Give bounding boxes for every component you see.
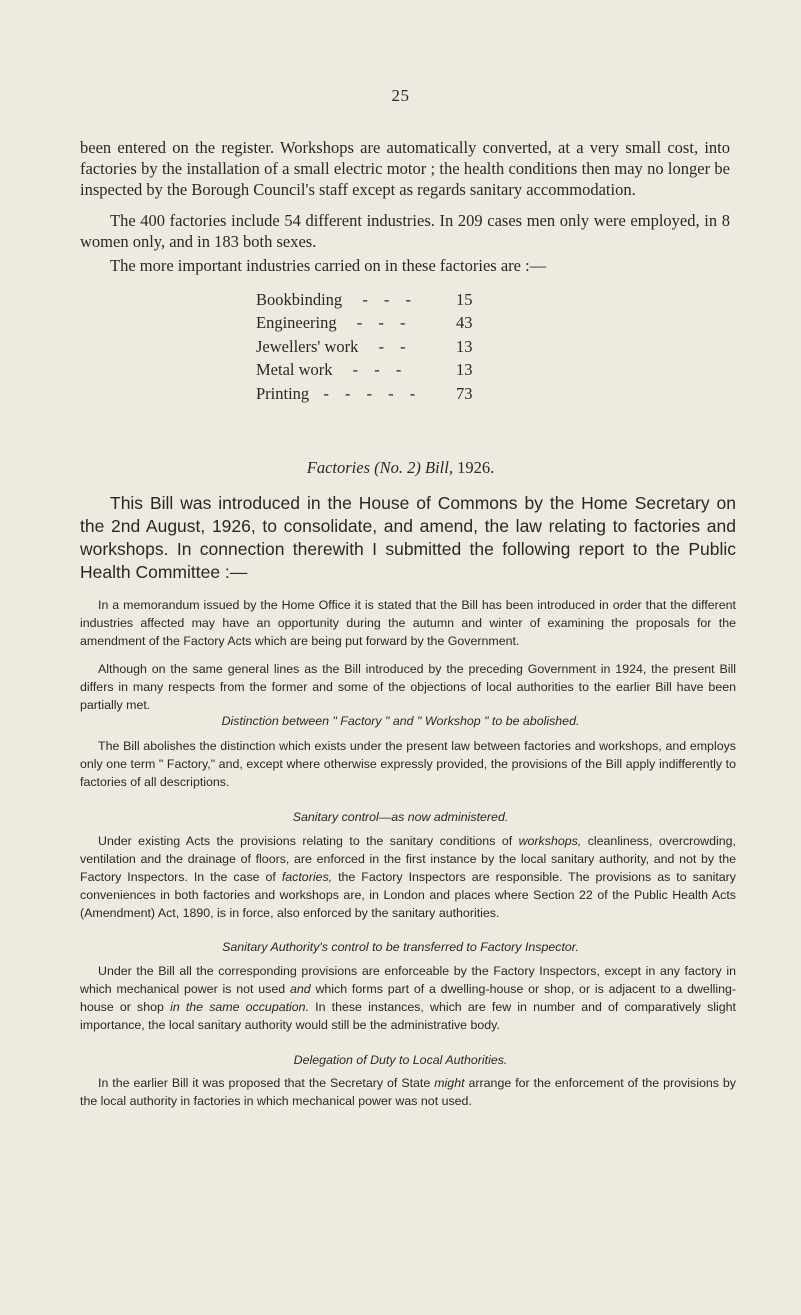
industry-count: 73 — [456, 383, 473, 403]
industry-row — [256, 335, 516, 359]
report-heading-authority-transfer: Sanitary Authority's control to be transferred to Factory Inspector. — [222, 940, 579, 954]
paragraph-bill-intro: This Bill was introduced in the House of Commons by the Home Secretary on the 2nd August, 1926, to consolidate, and amend, the law relating to factories and workshops. In connection therewith I submitted the following report to the Public Health Committee :— — [80, 493, 736, 582]
report-paragraph-memorandum: In a memorandum issued by the Home Office it is stated that the Bill has been introduced in order that the different industries affected may have an opportunity during the autumn and winter of examining the proposals for the amendment of the Factory Acts which are being put forward by the Government. — [80, 598, 736, 648]
industry-row — [256, 359, 516, 383]
page-number: 25 — [391, 86, 410, 105]
industry-count: 13 — [456, 336, 473, 356]
paragraph-industries-count: The 400 factories include 54 different industries. In 209 cases men only were employed, in 8 women only, and in 183 both sexes. — [80, 211, 730, 251]
industry-row — [256, 382, 516, 406]
paragraph-register: been entered on the register. Workshops are automatically converted, at a very small cost, into factories by the installation of a small electric motor ; the health conditions then may no longer be inspected by the Borough Council's staff except as regards sanitary accommodation. — [80, 138, 730, 199]
industry-count: 15 — [456, 289, 473, 309]
report-paragraph-authority-transfer: Under the Bill all the corresponding provisions are enforceable by the Factory Inspectors, except in any factory in which mechanical power is not used and which forms part of a dwelling-house or shop, or is adjacent to a dwelling-house or shop in the same occupation. In these instances, which are few in number and of comparatively slight importance, the local sanitary authority would still be the administrative body. — [80, 964, 737, 1032]
section-title-factories-bill: Factories (No. 2) Bill, 1926. — [306, 458, 495, 477]
industry-count: 13 — [456, 360, 473, 380]
report-paragraph-delegation: In the earlier Bill it was proposed that the Secretary of State might arrange for the enforcement of the provisions by the local authority in factories in which mechanical power was not used. — [80, 1076, 736, 1108]
industry-name: Jewellers' work - - — [256, 336, 412, 356]
report-heading-sanitary-control: Sanitary control—as now administered. — [292, 810, 509, 824]
report-heading-distinction: Distinction between " Factory " and " Workshop " to be abolished. — [221, 714, 580, 728]
report-paragraph-sanitary-control: Under existing Acts the provisions relating to the sanitary conditions of workshops, cleanliness, overcrowding, ventilation and the drainage of floors, are enforced in the first instance by the local sanitary authority, and not by the Factory Inspectors. In the case of factories, the Factory Inspectors are responsible. The provisions as to sanitary conveniences in both factories and workshops are, in London and places where Section 22 of the Public Health Acts (Amendment) Act, 1890, is in force, also enforced by the sanitary authorities. — [80, 834, 736, 920]
industry-name: Printing - - - - - — [256, 383, 422, 403]
report-paragraph-differences: Although on the same general lines as the Bill introduced by the preceding Government in 1924, the present Bill differs in many respects from the former and some of the objections of local authorities to the earlier Bill have been partially met. — [80, 662, 736, 712]
industry-row — [256, 288, 516, 312]
industries-table — [256, 288, 516, 406]
industry-name: Metal work - - - — [256, 360, 408, 380]
paragraph-industries-intro: The more important industries carried on in these factories are :— — [110, 256, 547, 275]
report-paragraph-distinction: The Bill abolishes the distinction which exists under the present law between factories and workshops, and employs only one term " Factory," and, except where otherwise expressly provided, the provisions of the Bill apply indifferently to factories of all descriptions. — [80, 739, 736, 789]
industry-name: Engineering - - - — [256, 313, 412, 333]
report-heading-delegation: Delegation of Duty to Local Authorities. — [293, 1053, 508, 1067]
industry-count: 43 — [456, 313, 473, 333]
industry-name: Bookbinding - - - — [256, 289, 418, 309]
industry-row — [256, 312, 516, 336]
